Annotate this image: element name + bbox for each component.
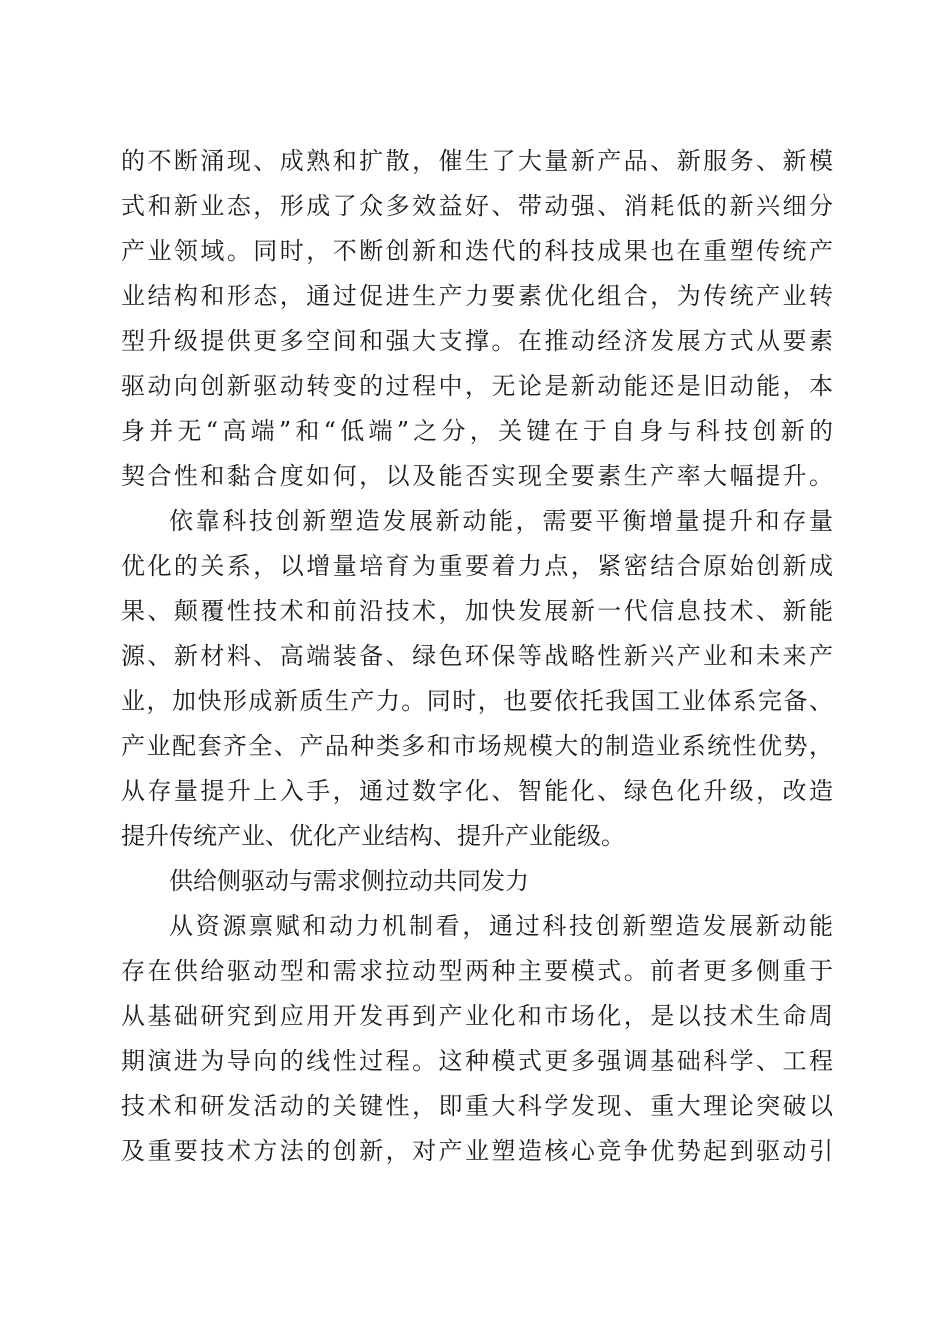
text-line-15: 从存量提升上入手，通过数字化、智能化、绿色化升级，改造 — [121, 777, 833, 805]
text-line-5: 型升级提供更多空间和强大支撑。在推动经济发展方式从要素 — [121, 327, 833, 355]
text-line-3: 产业领域。同时，不断创新和迭代的科技成果也在重塑传统产 — [121, 237, 833, 265]
text-line-18: 从资源禀赋和动力机制看，通过科技创新塑造发展新动能 — [169, 912, 833, 940]
text-line-23: 及重要技术方法的创新，对产业塑造核心竞争优势起到驱动引 — [121, 1137, 833, 1165]
text-line-6: 驱动向创新驱动转变的过程中，无论是新动能还是旧动能，本 — [121, 372, 833, 400]
text-line-2: 式和新业态，形成了众多效益好、带动强、消耗低的新兴细分 — [121, 192, 833, 220]
text-line-21: 期演进为导向的线性过程。这种模式更多强调基础科学、工程 — [121, 1047, 833, 1075]
text-line-11: 果、颠覆性技术和前沿技术，加快发展新一代信息技术、新能 — [121, 597, 833, 625]
text-line-22: 技术和研发活动的关键性，即重大科学发现、重大理论突破以 — [121, 1092, 833, 1120]
text-line-4: 业结构和形态，通过促进生产力要素优化组合，为传统产业转 — [121, 282, 833, 310]
text-line-1: 的不断涌现、成熟和扩散，催生了大量新产品、新服务、新模 — [121, 147, 833, 175]
text-line-7: 身并无“高端”和“低端”之分，关键在于自身与科技创新的 — [121, 417, 833, 445]
text-line-9: 依靠科技创新塑造发展新动能，需要平衡增量提升和存量 — [169, 507, 833, 535]
text-line-20: 从基础研究到应用开发再到产业化和市场化，是以技术生命周 — [121, 1002, 833, 1030]
text-line-14: 产业配套齐全、产品种类多和市场规模大的制造业系统性优势， — [121, 732, 833, 760]
text-line-16: 提升传统产业、优化产业结构、提升产业能级。 — [121, 822, 625, 850]
text-line-12: 源、新材料、高端装备、绿色环保等战略性新兴产业和未来产 — [121, 642, 833, 670]
text-line-8: 契合性和黏合度如何，以及能否实现全要素生产率大幅提升。 — [121, 462, 833, 490]
text-line-10: 优化的关系，以增量培育为重要着力点，紧密结合原始创新成 — [121, 552, 833, 580]
section-heading: 供给侧驱动与需求侧拉动共同发力 — [169, 867, 529, 895]
text-line-13: 业，加快形成新质生产力。同时，也要依托我国工业体系完备、 — [121, 687, 833, 715]
text-line-19: 存在供给驱动型和需求拉动型两种主要模式。前者更多侧重于 — [121, 957, 833, 985]
